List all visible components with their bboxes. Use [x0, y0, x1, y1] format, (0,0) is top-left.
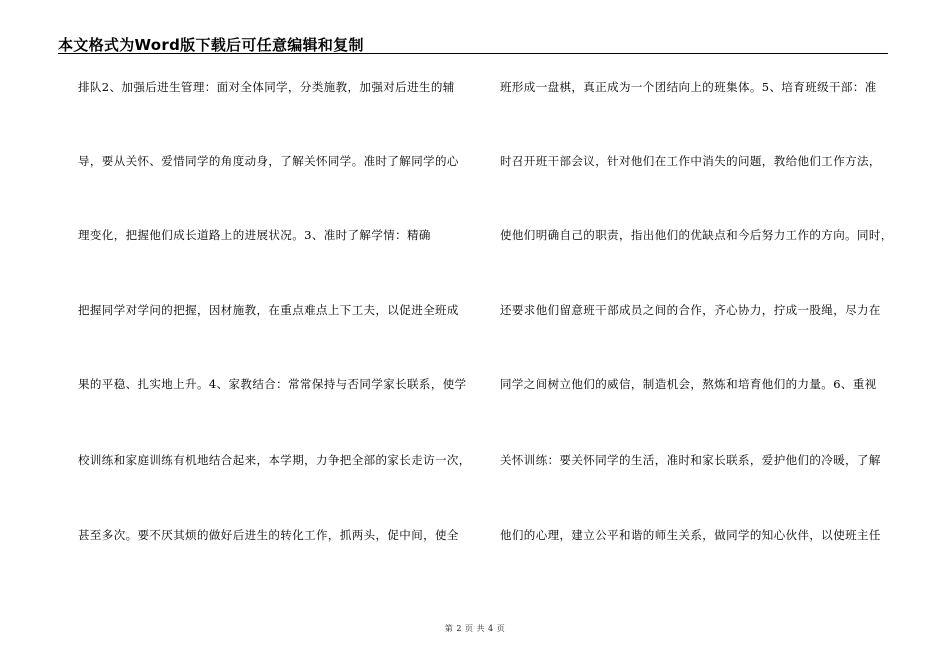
- left-text-column: [78, 0, 478, 600]
- text-line: 时召开班干部会议，针对他们在工作中消失的问题，教给他们工作方法，: [500, 154, 881, 168]
- text-line: 排队2、加强后进生管理：面对全体同学，分类施教，加强对后进生的辅: [78, 80, 455, 94]
- text-line: 还要求他们留意班干部成员之间的合作，齐心协力，拧成一股绳，尽力在: [500, 303, 881, 317]
- text-line: 甚至多次。要不厌其烦的做好后进生的转化工作，抓两头，促中间，使全: [78, 528, 459, 542]
- text-line: 关怀训练：要关怀同学的生活，准时和家长联系，爱护他们的冷暖，了解: [500, 453, 881, 467]
- text-line: 果的平稳、扎实地上升。4、家教结合：常常保持与否同学家长联系，使学: [78, 377, 467, 391]
- text-line: 班形成一盘棋，真正成为一个团结向上的班集体。5、培育班级干部：准: [500, 80, 877, 94]
- text-line: 导，要从关怀、爱惜同学的角度动身，了解关怀同学。准时了解同学的心: [78, 154, 459, 168]
- text-line: 他们的心理，建立公平和谐的师生关系，做同学的知心伙伴，以使班主任: [500, 528, 881, 542]
- right-text-column: [500, 0, 900, 600]
- text-line: 同学之间树立他们的威信，制造机会，熬炼和培育他们的力量。6、重视: [500, 377, 877, 391]
- page-number-footer: 第 2 页 共 4 页: [444, 624, 506, 633]
- text-line: 校训练和家庭训练有机地结合起来，本学期，力争把全部的家长走访一次，: [78, 453, 471, 467]
- text-line: 理变化，把握他们成长道路上的进展状况。3、准时了解学情：精确: [78, 228, 431, 242]
- text-line: 把握同学对学问的把握，因材施教，在重点难点上下工夫，以促进全班成: [78, 303, 459, 317]
- text-line: 使他们明确自己的职责，指出他们的优缺点和今后努力工作的方向。同时，: [500, 228, 893, 242]
- document-header-title: 本文格式为Word版下载后可任意编辑和复制: [58, 36, 364, 54]
